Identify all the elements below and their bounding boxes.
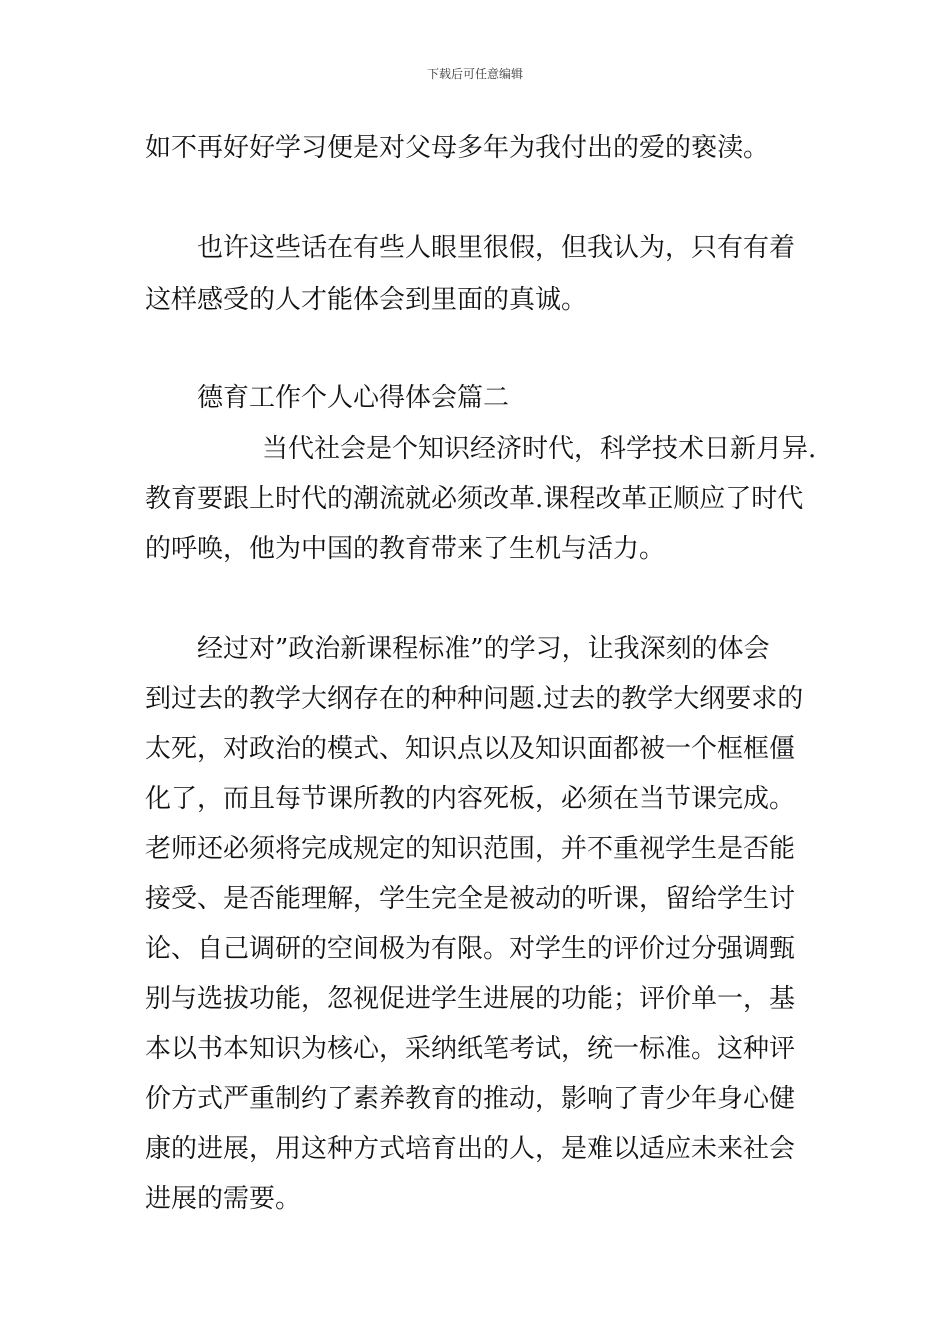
text-line: 到过去的教学大纲存在的种种问题.过去的教学大纲要求的 [145, 684, 804, 714]
text-line: 接受、是否能理解，学生完全是被动的听课，留给学生讨 [145, 884, 796, 914]
text-line: 价方式严重制约了素养教育的推动，影响了青少年身心健 [145, 1084, 796, 1114]
text-line: 太死，对政治的模式、知识点以及知识面都被一个框框僵 [145, 734, 796, 764]
text-line: 也许这些话在有些人眼里很假，但我认为，只有有着 [197, 233, 796, 263]
text-line: 别与选拔功能，忽视促进学生进展的功能；评价单一，基 [145, 984, 796, 1014]
text-line: 进展的需要。 [145, 1184, 302, 1214]
text-line: 的呼唤，他为中国的教育带来了生机与活力。 [145, 534, 666, 564]
text-line: 经过对”政治新课程标准”的学习，让我深刻的体会 [197, 634, 770, 664]
text-line: 本以书本知识为核心，采纳纸笔考试，统一标准。这种评 [145, 1034, 796, 1064]
text-line: 论、自己调研的空间极为有限。对学生的评价过分强调甄 [145, 934, 796, 964]
text-line: 教育要跟上时代的潮流就必须改革.课程改革正顺应了时代 [145, 484, 804, 514]
text-line: 当代社会是个知识经济时代，科学技术日新月异. [262, 434, 817, 464]
text-line: 康的进展，用这种方式培育出的人，是难以适应未来社会 [145, 1134, 796, 1164]
text-line: 老师还必须将完成规定的知识范围，并不重视学生是否能 [145, 834, 796, 864]
text-line: 化了，而且每节课所教的内容死板，必须在当节课完成。 [145, 784, 796, 814]
text-line: 如不再好好学习便是对父母多年为我付出的爱的亵渎。 [145, 133, 770, 163]
page-header-note: 下载后可任意编辑 [426, 67, 523, 81]
text-line: 这样感受的人才能体会到里面的真诚。 [145, 285, 588, 315]
section-heading: 德育工作个人心得体会篇二 [197, 383, 510, 413]
